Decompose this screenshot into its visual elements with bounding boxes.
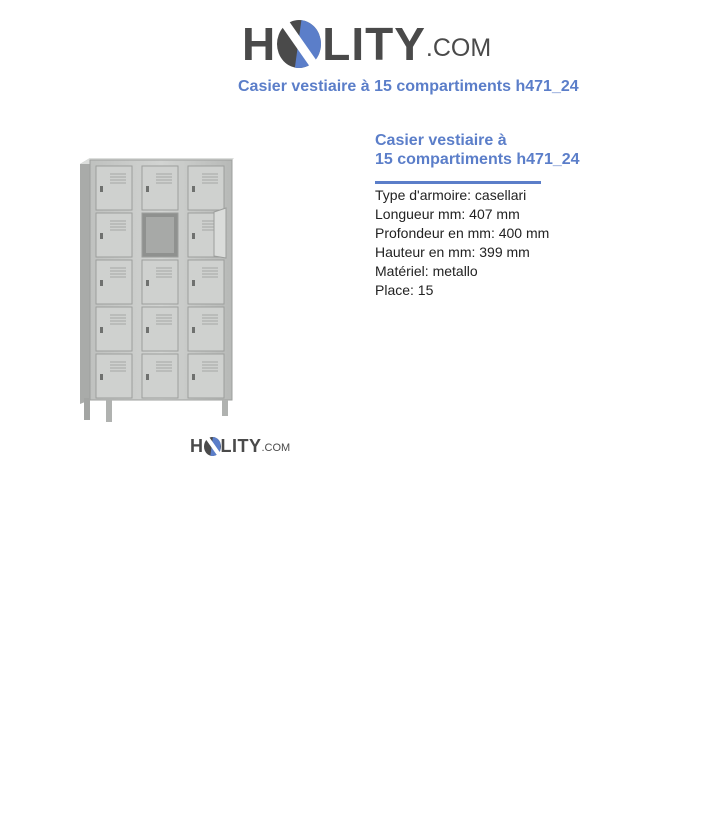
holity-logo[interactable] [242,10,491,70]
lock-icon [192,186,195,192]
lock-icon [100,233,103,239]
watermark-domain: .COM [261,442,291,454]
lock-icon [100,327,103,333]
lock-icon [192,327,195,333]
spec-item: Matériel: metallo [375,263,478,279]
product-image-locker [70,150,250,430]
product-name-line2: 15 compartiments h471_24 [375,151,580,168]
watermark-text: LITY [220,436,262,456]
locker-doors [96,166,226,398]
product-name-line1: Casier vestiaire à [375,132,507,149]
open-door [214,208,226,258]
spec-item: Longueur mm: 407 mm [375,206,520,222]
page-title: Casier vestiaire à 15 compartiments h471_24 [238,78,579,95]
spec-list [375,186,695,300]
lock-icon [192,374,195,380]
spec-item: Profondeur en mm: 400 mm [375,225,550,241]
lock-icon [100,186,103,192]
lock-icon [146,280,149,286]
lock-icon [192,280,195,286]
spec-item: Hauteur en mm: 399 mm [375,244,530,260]
lock-icon [146,374,149,380]
logo-letter-h: H [242,18,277,70]
product-details [375,131,695,300]
compartment-interior [146,217,174,253]
image-watermark-logo [190,433,290,457]
watermark-o-mark-icon [204,437,221,456]
lock-icon [146,186,149,192]
spec-item: Place: 15 [375,282,434,298]
lock-icon [146,327,149,333]
logo-o-mark-icon [277,20,321,68]
title-underline [375,181,541,184]
logo-text: LITY [322,18,426,70]
lock-icon [100,374,103,380]
spec-item: Type d'armoire: casellari [375,187,527,203]
watermark-letter-h: H [190,436,204,456]
lock-icon [192,233,195,239]
logo-domain: .COM [425,34,492,62]
lock-icon [100,280,103,286]
product-name [375,131,695,169]
